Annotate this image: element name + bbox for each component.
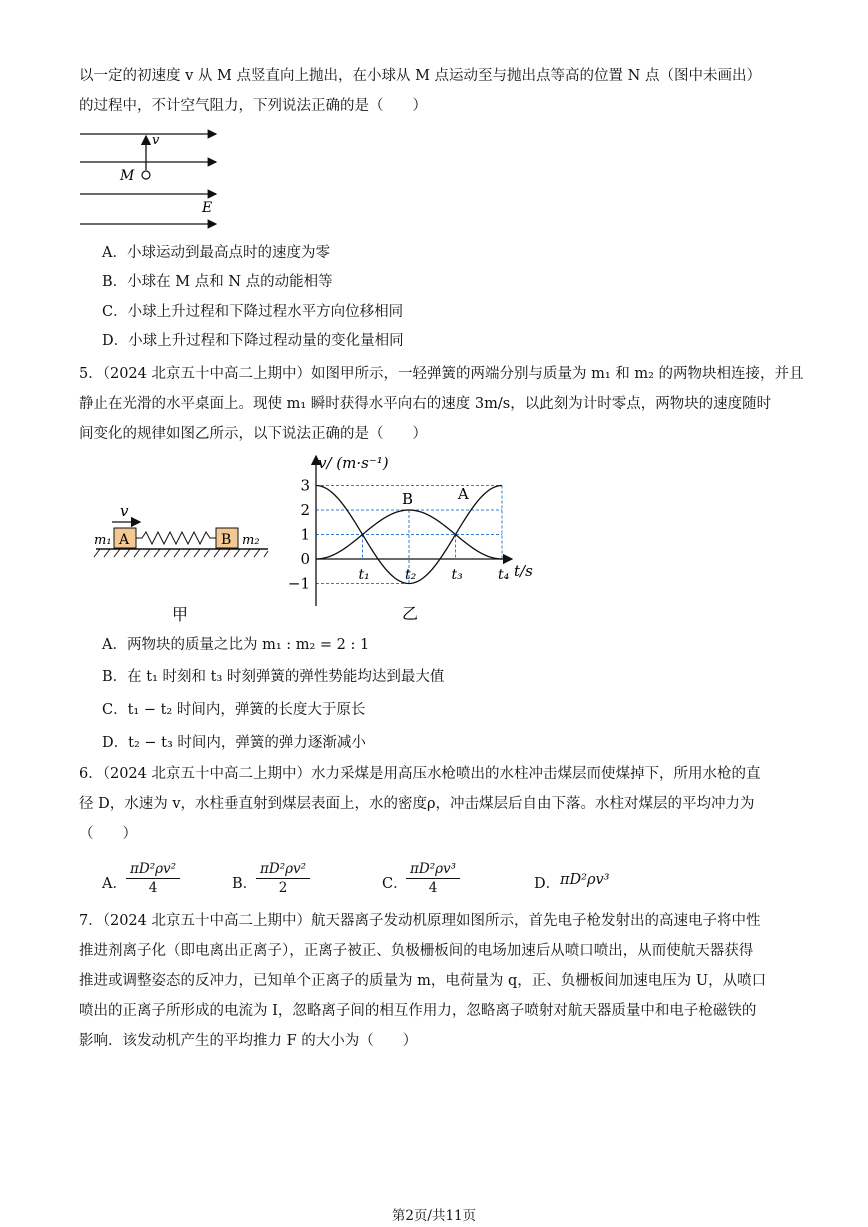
y-tick-label-1: 2 xyxy=(300,501,310,519)
x-tick-label-3: t₃ xyxy=(451,567,463,583)
q5-option-c[interactable]: C．t₁ − t₂ 时间内，弹簧的长度大于原长 xyxy=(102,702,366,718)
q5-option-b[interactable]: B．在 t₁ 时刻和 t₃ 时刻弹簧的弹性势能均达到最大值 xyxy=(102,669,445,685)
q6-choice-c-numerator: πD²ρv³ xyxy=(406,860,460,879)
q6-choice-c-denominator: 4 xyxy=(428,880,438,896)
y-tick-label-3: 0 xyxy=(300,550,310,568)
q4-figure xyxy=(78,124,228,234)
q7-stem-line1: 7．（2024 北京五十中高二上期中）航天器离子发动机原理如图所示，首先电子枪发射出的高速电子将中性 xyxy=(79,913,761,929)
caption-yi: 乙 xyxy=(402,604,419,623)
m1-label: m₁ xyxy=(94,533,112,548)
series-B-label: B xyxy=(402,489,414,508)
q6-choice-b-numerator: πD²ρv² xyxy=(256,860,310,879)
q6-stem-line1: 6．（2024 北京五十中高二上期中）水力采煤是用高压水枪喷出的水柱冲击煤层而使煤掉下，所用水枪的直 xyxy=(79,766,761,782)
q6-choice-d-label: D． xyxy=(534,876,561,892)
caption-jia: 甲 xyxy=(172,605,189,624)
x-tick-label-1: t₁ xyxy=(358,567,370,583)
q4-option-b[interactable]: B．小球在 M 点和 N 点的动能相等 xyxy=(102,274,333,290)
m2-label: m₂ xyxy=(242,533,260,548)
x-tick-label-4: t₄ xyxy=(498,567,510,583)
series-A-label: A xyxy=(457,484,469,503)
block-b-label: B xyxy=(221,532,232,548)
q4-e-label: E xyxy=(202,200,213,216)
chart-x-axis-label: t/s xyxy=(514,562,533,580)
q5-stem-line1: 5．（2024 北京五十中高二上期中）如图甲所示，一轻弹簧的两端分别与质量为 m₁ 和 m₂ 的两物块相连接，并且 xyxy=(79,366,804,382)
q6-choice-b-fraction xyxy=(256,860,310,897)
q6-choice-a-fraction xyxy=(126,860,180,897)
chart-y-axis-label: v/ (m·s⁻¹) xyxy=(318,454,389,472)
q5-option-a[interactable]: A．两物块的质量之比为 m₁ : m₂ = 2 : 1 xyxy=(102,637,370,653)
q4-v-label: v xyxy=(152,133,160,148)
q6-choice-c-label: C． xyxy=(382,876,408,892)
page-footer: 第2页/共11页 xyxy=(391,1208,477,1224)
q6-stem-line3: （ ） xyxy=(79,826,137,842)
q4-m-label: M xyxy=(120,168,135,184)
q5-figure-yi-chart xyxy=(280,448,540,630)
q6-choice-a-denominator: 4 xyxy=(148,880,158,896)
q7-stem-line2: 推进剂离子化（即电离出正离子），正离子被正、负极栅板间的电场加速后从喷口喷出，从而使航天器获得 xyxy=(79,943,754,959)
q5-figure-jia xyxy=(92,502,272,627)
q4-option-a[interactable]: A．小球运动到最高点时的速度为零 xyxy=(102,245,330,261)
q7-stem-line4: 喷出的正离子所形成的电流为 I，忽略离子间的相互作用力，忽略离子喷射对航天器质量中和电子枪磁铁的 xyxy=(79,1003,757,1019)
q5-stem-line2: 静止在光滑的水平桌面上。现使 m₁ 瞬时获得水平向右的速度 3m/s，以此刻为计时零点，两物块的速度随时 xyxy=(79,396,772,412)
q7-stem-line3: 推进或调整姿态的反冲力，已知单个正离子的质量为 m，电荷量为 q，正、负栅板间加速电压为 U，从喷口 xyxy=(79,973,767,989)
q6-choice-d-expression: πD²ρv³ xyxy=(560,872,610,888)
x-tick-label-2: t₂ xyxy=(405,567,417,583)
q6-choice-b-denominator: 2 xyxy=(278,880,288,896)
q7-stem-line5: 影响．该发动机产生的平均推力 F 的大小为（ ） xyxy=(79,1033,418,1049)
block-a-label: A xyxy=(119,532,130,548)
y-tick-label-0: 3 xyxy=(300,476,310,495)
q4-stem-line2: 的过程中，不计空气阻力，下列说法正确的是（ ） xyxy=(79,98,427,114)
q4-option-c[interactable]: C．小球上升过程和下降过程水平方向位移相同 xyxy=(102,304,404,320)
q6-choice-a-numerator: πD²ρv² xyxy=(126,860,180,879)
y-tick-label-2: 1 xyxy=(300,525,310,544)
y-tick-label-4: −1 xyxy=(287,574,310,593)
q6-choice-c-fraction xyxy=(406,860,460,897)
q4-stem-line1: 以一定的初速度 v 从 M 点竖直向上抛出，在小球从 M 点运动至与抛出点等高的位置 N 点（图中未画出） xyxy=(79,68,761,84)
q6-stem-line2: 径 D，水速为 v，水柱垂直射到煤层表面上，水的密度ρ，冲击煤层后自由下落。水柱对煤层的平均冲力为 xyxy=(79,796,755,812)
ball-m xyxy=(142,171,150,179)
q6-choice-b-label: B． xyxy=(232,876,258,892)
q6-choices xyxy=(102,860,822,900)
q4-option-d[interactable]: D．小球上升过程和下降过程动量的变化量相同 xyxy=(102,333,404,349)
q5-stem-line3: 间变化的规律如图乙所示，以下说法正确的是（ ） xyxy=(79,426,427,442)
q6-choice-a-label: A． xyxy=(102,876,127,892)
q5-v-label: v xyxy=(120,502,129,520)
spring xyxy=(136,532,216,544)
q5-option-d[interactable]: D．t₂ − t₃ 时间内，弹簧的弹力逐渐减小 xyxy=(102,735,366,751)
table-hatching xyxy=(94,549,268,557)
